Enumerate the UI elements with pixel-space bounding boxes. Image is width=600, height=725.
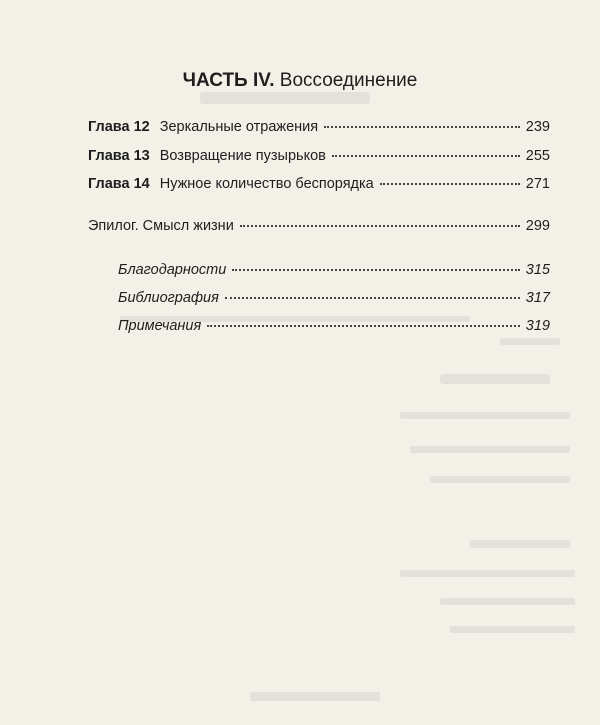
toc-entry-bibliography <box>118 290 550 306</box>
toc-entry-chapter-12 <box>88 119 550 135</box>
toc-entry-epilogue <box>88 218 550 234</box>
leader-dots <box>225 297 520 299</box>
back-matter-title: Библиография <box>118 290 219 306</box>
chapter-title: Зеркальные отражения <box>159 119 319 135</box>
leader-dots <box>380 183 520 185</box>
part-title-text: Воссоединение <box>279 70 418 91</box>
toc-entry-chapter-14 <box>88 176 550 192</box>
leader-dots <box>324 126 520 128</box>
chapter-title: Нужное количество беспорядка <box>159 176 374 192</box>
part-heading <box>0 70 600 92</box>
leader-dots <box>240 225 520 227</box>
page-number: 299 <box>525 218 550 234</box>
leader-dots <box>207 325 520 327</box>
part-label: ЧАСТЬ IV. <box>182 70 275 91</box>
chapter-label: Глава 13 <box>88 148 150 164</box>
chapter-label: Глава 14 <box>88 176 150 192</box>
epilogue-title: Эпилог. Смысл жизни <box>88 218 234 234</box>
leader-dots <box>332 155 520 157</box>
toc-entry-notes <box>118 318 550 334</box>
leader-dots <box>232 269 519 271</box>
back-matter-title: Благодарности <box>118 262 227 278</box>
back-matter-title: Примечания <box>118 318 202 334</box>
page-number: 317 <box>525 290 550 306</box>
page-number: 255 <box>525 148 550 164</box>
page-number: 319 <box>525 318 550 334</box>
chapter-label: Глава 12 <box>88 119 150 135</box>
toc-entry-chapter-13 <box>88 148 550 164</box>
chapter-title: Возвращение пузырьков <box>159 148 326 164</box>
page-number: 271 <box>525 176 550 192</box>
toc-entry-acknowledgements <box>118 262 550 278</box>
page-number: 239 <box>525 119 550 135</box>
page-number: 315 <box>525 262 550 278</box>
